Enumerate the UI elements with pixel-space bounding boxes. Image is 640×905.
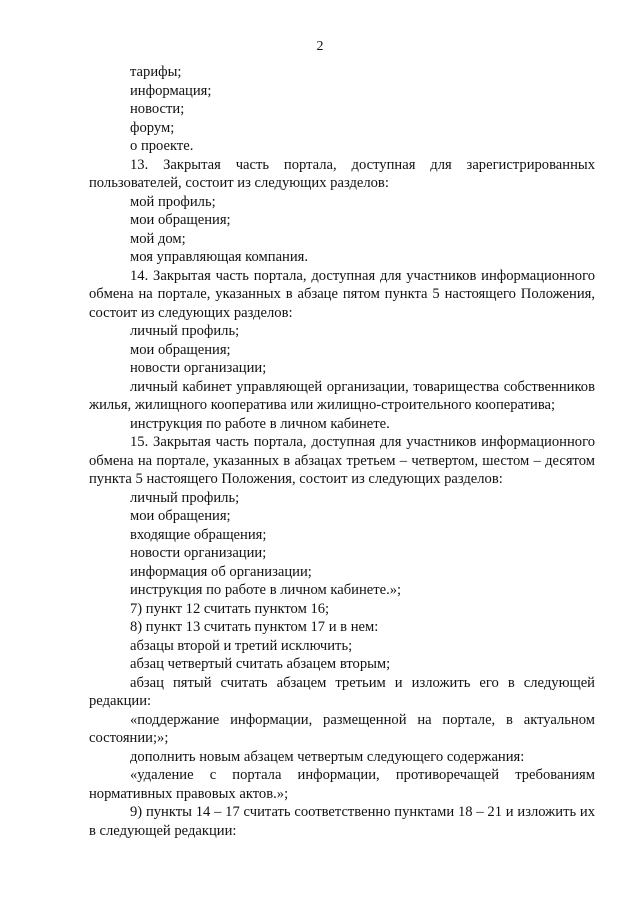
paragraph-item-9: 9) пункты 14 – 17 считать соответственно пунктами 18 – 21 и изложить их в следующей редакции: <box>89 804 595 839</box>
paragraph: моя управляющая компания. <box>130 249 309 265</box>
paragraph: абзацы второй и третий исключить; <box>130 637 353 654</box>
paragraph: «поддержание информации, размещенной на портале, в актуальном состоянии;»; <box>89 711 595 746</box>
paragraph: новости организации; <box>130 545 267 561</box>
paragraph: абзац четвертый считать абзацем вторым; <box>130 656 391 672</box>
paragraph: мои обращения; <box>130 508 231 524</box>
paragraph: «удаление с портала информации, противоречащей требованиям нормативных правовых актов.»; <box>89 767 595 802</box>
paragraph: информация; <box>130 82 212 99</box>
paragraph: абзац пятый считать абзацем третьим и изложить его в следующей редакции: <box>89 674 595 709</box>
paragraph-14: 14. Закрытая часть портала, доступная для участников информационного обмена на портале, указанных в абзаце пятом пункта 5 настоящего Положения, состоит из следующих разделов: <box>89 267 595 321</box>
paragraph: личный кабинет управляющей организации, товарищества собственников жилья, жилищного кооператива или жилищно-строительного кооператива; <box>89 378 595 413</box>
paragraph: мой дом; <box>130 230 186 247</box>
paragraph: тарифы; <box>130 64 182 80</box>
paragraph: инструкция по работе в личном кабинете.»; <box>130 582 402 598</box>
paragraph: новости организации; <box>130 360 267 376</box>
paragraph-15: 15. Закрытая часть портала, доступная для участников информационного обмена на портале, указанных в абзацах третьем – четвертом, шестом – десятом пункта 5 настоящего Положения, состоит из следующих разделов: <box>89 434 595 487</box>
page-number: 2 <box>316 39 324 54</box>
paragraph-item-7: 7) пункт 12 считать пунктом 16; <box>130 600 330 617</box>
paragraph-item-8: 8) пункт 13 считать пунктом 17 и в нем: <box>130 619 379 635</box>
paragraph-13: 13. Закрытая часть портала, доступная для зарегистрированных пользователей, состоит из следующих разделов: <box>89 156 595 191</box>
paragraph: новости; <box>130 101 185 117</box>
paragraph: личный профиль; <box>130 489 240 506</box>
paragraph: мой профиль; <box>130 193 216 210</box>
paragraph: информация об организации; <box>130 563 312 580</box>
paragraph: дополнить новым абзацем четвертым следующего содержания: <box>130 748 525 765</box>
paragraph: о проекте. <box>130 138 194 154</box>
paragraph: личный профиль; <box>130 323 240 339</box>
paragraph: мои обращения; <box>130 212 231 228</box>
paragraph: инструкция по работе в личном кабинете. <box>130 415 390 432</box>
document-body <box>89 63 595 840</box>
paragraph: мои обращения; <box>130 341 231 358</box>
paragraph: форум; <box>130 119 175 136</box>
paragraph: входящие обращения; <box>130 526 267 543</box>
